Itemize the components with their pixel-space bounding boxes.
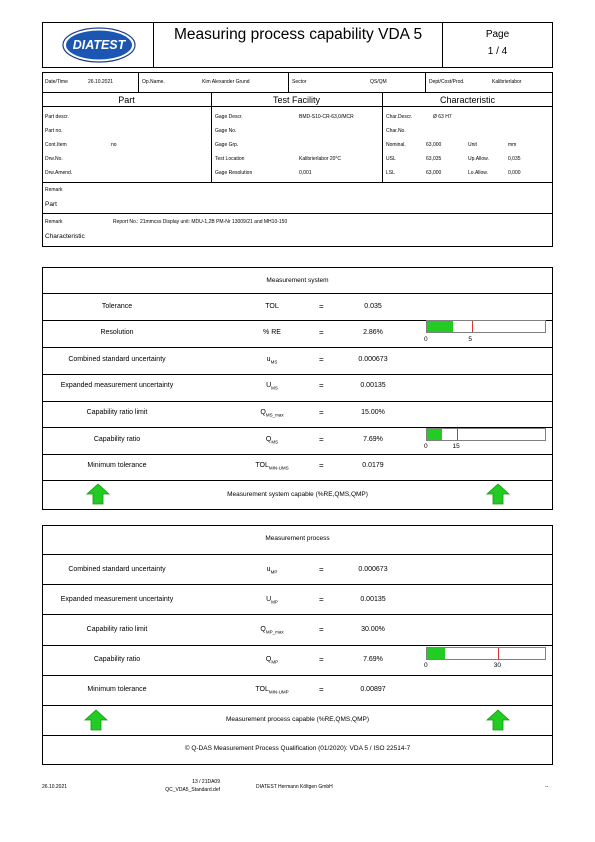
lo-allow-value: 0,000	[508, 170, 521, 176]
ms-re-tick-0: 0	[424, 336, 428, 343]
cont-item-value: no	[111, 142, 117, 148]
mp-row-symbol-sub: MP	[271, 599, 278, 605]
mp-row-equals: =	[319, 565, 324, 574]
mp-title: Measurement process	[265, 535, 330, 542]
gage-descr-label: Gage Descr.	[215, 114, 243, 120]
ms-row-value: 15.00%	[361, 409, 385, 416]
ms-row-symbol	[232, 409, 312, 417]
ms-row-symbol-main: u	[266, 356, 271, 363]
mp-row-label: Expanded measurement uncertainty	[60, 596, 174, 603]
ms-q-tick-limit: 15	[452, 443, 460, 450]
mp-row-symbol	[232, 566, 312, 574]
part-descr-label: Part descr.	[45, 114, 69, 120]
ms-row-symbol	[232, 436, 312, 444]
ms-row-symbol-main: Q	[260, 409, 266, 416]
ms-capable-arrow-right-icon	[486, 483, 510, 505]
ms-row-value: 0.00135	[360, 382, 386, 389]
ms-row-equals: =	[319, 302, 324, 311]
nominal-value: 63,000	[426, 142, 442, 148]
opname-value: Kim Alexander Grund	[202, 79, 250, 85]
footer-company: DIATEST Hermann Költgen GmbH	[256, 784, 333, 790]
ms-q-tick-0: 0	[424, 443, 428, 450]
ms-row-value: 0.0179	[362, 462, 384, 469]
ms-row-equals: =	[319, 408, 324, 417]
ms-row-symbol-sub: MIN-UMS	[268, 465, 289, 471]
ms-row-symbol-main: TOL	[255, 462, 269, 469]
ms-row-symbol-main: % RE	[263, 329, 281, 336]
remark-part-label: Remark	[45, 187, 63, 193]
mp-row-symbol-main: Q	[260, 626, 266, 633]
ms-row-symbol-main: TOL	[265, 303, 279, 310]
mp-q-tick-0: 0	[424, 662, 428, 669]
ms-row-value: 0.000673	[358, 356, 388, 363]
footer-dash: --	[545, 784, 549, 790]
gage-resolution-label: Gage Resolution	[215, 170, 253, 176]
page-title: Measuring process capability VDA 5	[173, 26, 423, 43]
usl-label: USL	[386, 156, 396, 162]
ms-resolution-bar	[426, 320, 546, 333]
ms-row-symbol-main: U	[266, 382, 272, 389]
char-no-label: Char.No.	[386, 128, 406, 134]
ms-row-label: Minimum tolerance	[87, 462, 147, 469]
mp-row-symbol-main: u	[266, 566, 271, 573]
ms-row-equals: =	[319, 461, 324, 470]
ms-row-symbol-main: Q	[265, 436, 272, 443]
mp-q-tick-limit: 30	[493, 662, 502, 669]
col-characteristic-header: Characteristic	[439, 95, 495, 105]
char-descr-label: Char.Descr.	[386, 114, 413, 120]
copyright-text: © Q-DAS Measurement Process Qualification (01/2020): VDA 5 / ISO 22514-7	[184, 745, 411, 752]
mp-row-value: 30.00%	[361, 626, 385, 633]
mp-capable-arrow-right-icon	[486, 709, 510, 731]
ms-row-label: Tolerance	[101, 303, 133, 310]
ms-row-symbol-sub: MS_max	[265, 412, 284, 418]
ms-row-value: 7.69%	[363, 436, 383, 443]
unit-label: Unit	[468, 142, 477, 148]
mp-row-symbol-sub: MP	[271, 659, 279, 665]
remark-char-value: Report No.: 21mmcss Display unit: MDU-1,2B PM-Nr 13009/21 and MH10-150	[113, 219, 288, 225]
drw-no-label: Drw.No.	[45, 156, 63, 162]
ms-row-label: Resolution	[100, 329, 134, 336]
up-allow-value: 0,035	[508, 156, 521, 162]
ms-row-symbol	[232, 329, 312, 337]
mp-row-symbol-main: Q	[265, 656, 272, 663]
gage-resolution-value: 0,001	[299, 170, 312, 176]
gage-descr-value: BMD-S10-CR-63,0/MCR	[299, 114, 354, 120]
remark-part-title: Part	[45, 201, 57, 208]
ms-row-value: 2.86%	[363, 329, 383, 336]
cont-item-label: Cont.Item	[45, 142, 67, 148]
page-number: 1 / 4	[487, 46, 508, 57]
remark-char-label: Remark	[45, 219, 63, 225]
test-location-label: Test Location	[215, 156, 245, 162]
mp-row-label: Minimum tolerance	[87, 686, 147, 693]
ms-row-equals: =	[319, 381, 324, 390]
mp-row-equals: =	[319, 685, 324, 694]
ms-row-value: 0.035	[364, 303, 382, 310]
ms-row-symbol-sub: MS	[271, 385, 278, 391]
ms-row-label: Capability ratio limit	[86, 409, 148, 416]
mp-row-label: Capability ratio limit	[86, 626, 148, 633]
mp-capability-bar	[426, 647, 546, 660]
mp-status-text: Measurement process capable (%RE,QMS,QMP)	[225, 716, 370, 723]
mp-row-equals: =	[319, 625, 324, 634]
mp-row-symbol-main: U	[266, 596, 272, 603]
gage-no-label: Gage No.	[215, 128, 237, 134]
lsl-label: LSL	[386, 170, 395, 176]
mp-row-value: 7.69%	[363, 656, 383, 663]
mp-row-equals: =	[319, 655, 324, 664]
mp-row-symbol-sub: MIN-UMP	[268, 689, 289, 695]
ms-row-equals: =	[319, 435, 324, 444]
ms-row-label: Combined standard uncertainty	[68, 356, 166, 363]
ms-re-tick-limit: 5	[468, 336, 472, 343]
footer-file: QC_VDA5_Standard.def	[165, 787, 220, 793]
mp-row-label: Capability ratio	[93, 656, 141, 663]
opname-label: Op.Name.	[142, 79, 165, 85]
dept-label: Dept/Cost/Prod.	[429, 79, 465, 85]
ms-row-label: Capability ratio	[93, 436, 141, 443]
mp-row-symbol	[232, 686, 312, 694]
ms-row-equals: =	[319, 328, 324, 337]
mp-row-symbol-sub: MP_max	[265, 629, 284, 635]
remark-char-title: Characteristic	[45, 233, 85, 240]
nominal-label: Nominal.	[386, 142, 406, 148]
mp-row-symbol-sub: MP	[270, 569, 278, 575]
ms-row-equals: =	[319, 355, 324, 364]
footer-date: 26.10.2021	[42, 784, 68, 790]
col-facility-header: Test Facility	[272, 95, 320, 105]
date-value: 26.10.2021	[88, 79, 114, 85]
up-allow-label: Up.Allow.	[468, 156, 489, 162]
sector-label: Sector	[292, 79, 307, 85]
char-descr-value: Ø 63 H7	[433, 114, 452, 120]
ms-row-symbol	[232, 303, 312, 311]
part-no-label: Part no.	[45, 128, 63, 134]
col-part-header: Part	[118, 95, 135, 105]
diatest-logo	[62, 27, 136, 63]
mp-row-symbol-main: TOL	[255, 686, 269, 693]
mp-row-label: Combined standard uncertainty	[68, 566, 166, 573]
ms-capability-bar	[426, 428, 546, 441]
ms-title: Measurement system	[266, 277, 329, 284]
page-label: Page	[485, 29, 510, 40]
mp-row-value: 0.00897	[360, 686, 386, 693]
sector-value: QS/QM	[370, 79, 387, 85]
ms-status-text: Measurement system capable (%RE,QMS,QMP)	[227, 491, 368, 498]
ms-row-symbol	[232, 382, 312, 390]
drw-amend-label: Drw.Amend.	[45, 170, 73, 176]
usl-value: 63,035	[426, 156, 442, 162]
mp-row-value: 0.000673	[358, 566, 388, 573]
gage-grp-label: Gage Grp.	[215, 142, 239, 148]
dept-value: Kalibrierlabor	[492, 79, 522, 85]
ms-row-symbol	[232, 462, 312, 470]
ms-row-symbol	[232, 356, 312, 364]
mp-row-symbol	[232, 626, 312, 634]
mp-row-value: 0.00135	[360, 596, 386, 603]
unit-value: mm	[508, 142, 517, 148]
mp-row-symbol	[232, 656, 312, 664]
ms-row-symbol-sub: MS	[270, 359, 278, 365]
ms-row-label: Expanded measurement uncertainty	[60, 382, 174, 389]
date-label: Date/Time	[45, 79, 68, 85]
logo-text: DIATEST	[72, 38, 126, 52]
mp-row-symbol	[232, 596, 312, 604]
footer-code: 13 / 21DA09	[192, 779, 220, 785]
test-location-value: Kalibrierlabor 20°C	[299, 156, 342, 162]
ms-row-symbol-sub: MS	[271, 439, 279, 445]
lo-allow-label: Lo.Allow.	[468, 170, 489, 176]
mp-row-equals: =	[319, 595, 324, 604]
lsl-value: 63,000	[426, 170, 442, 176]
